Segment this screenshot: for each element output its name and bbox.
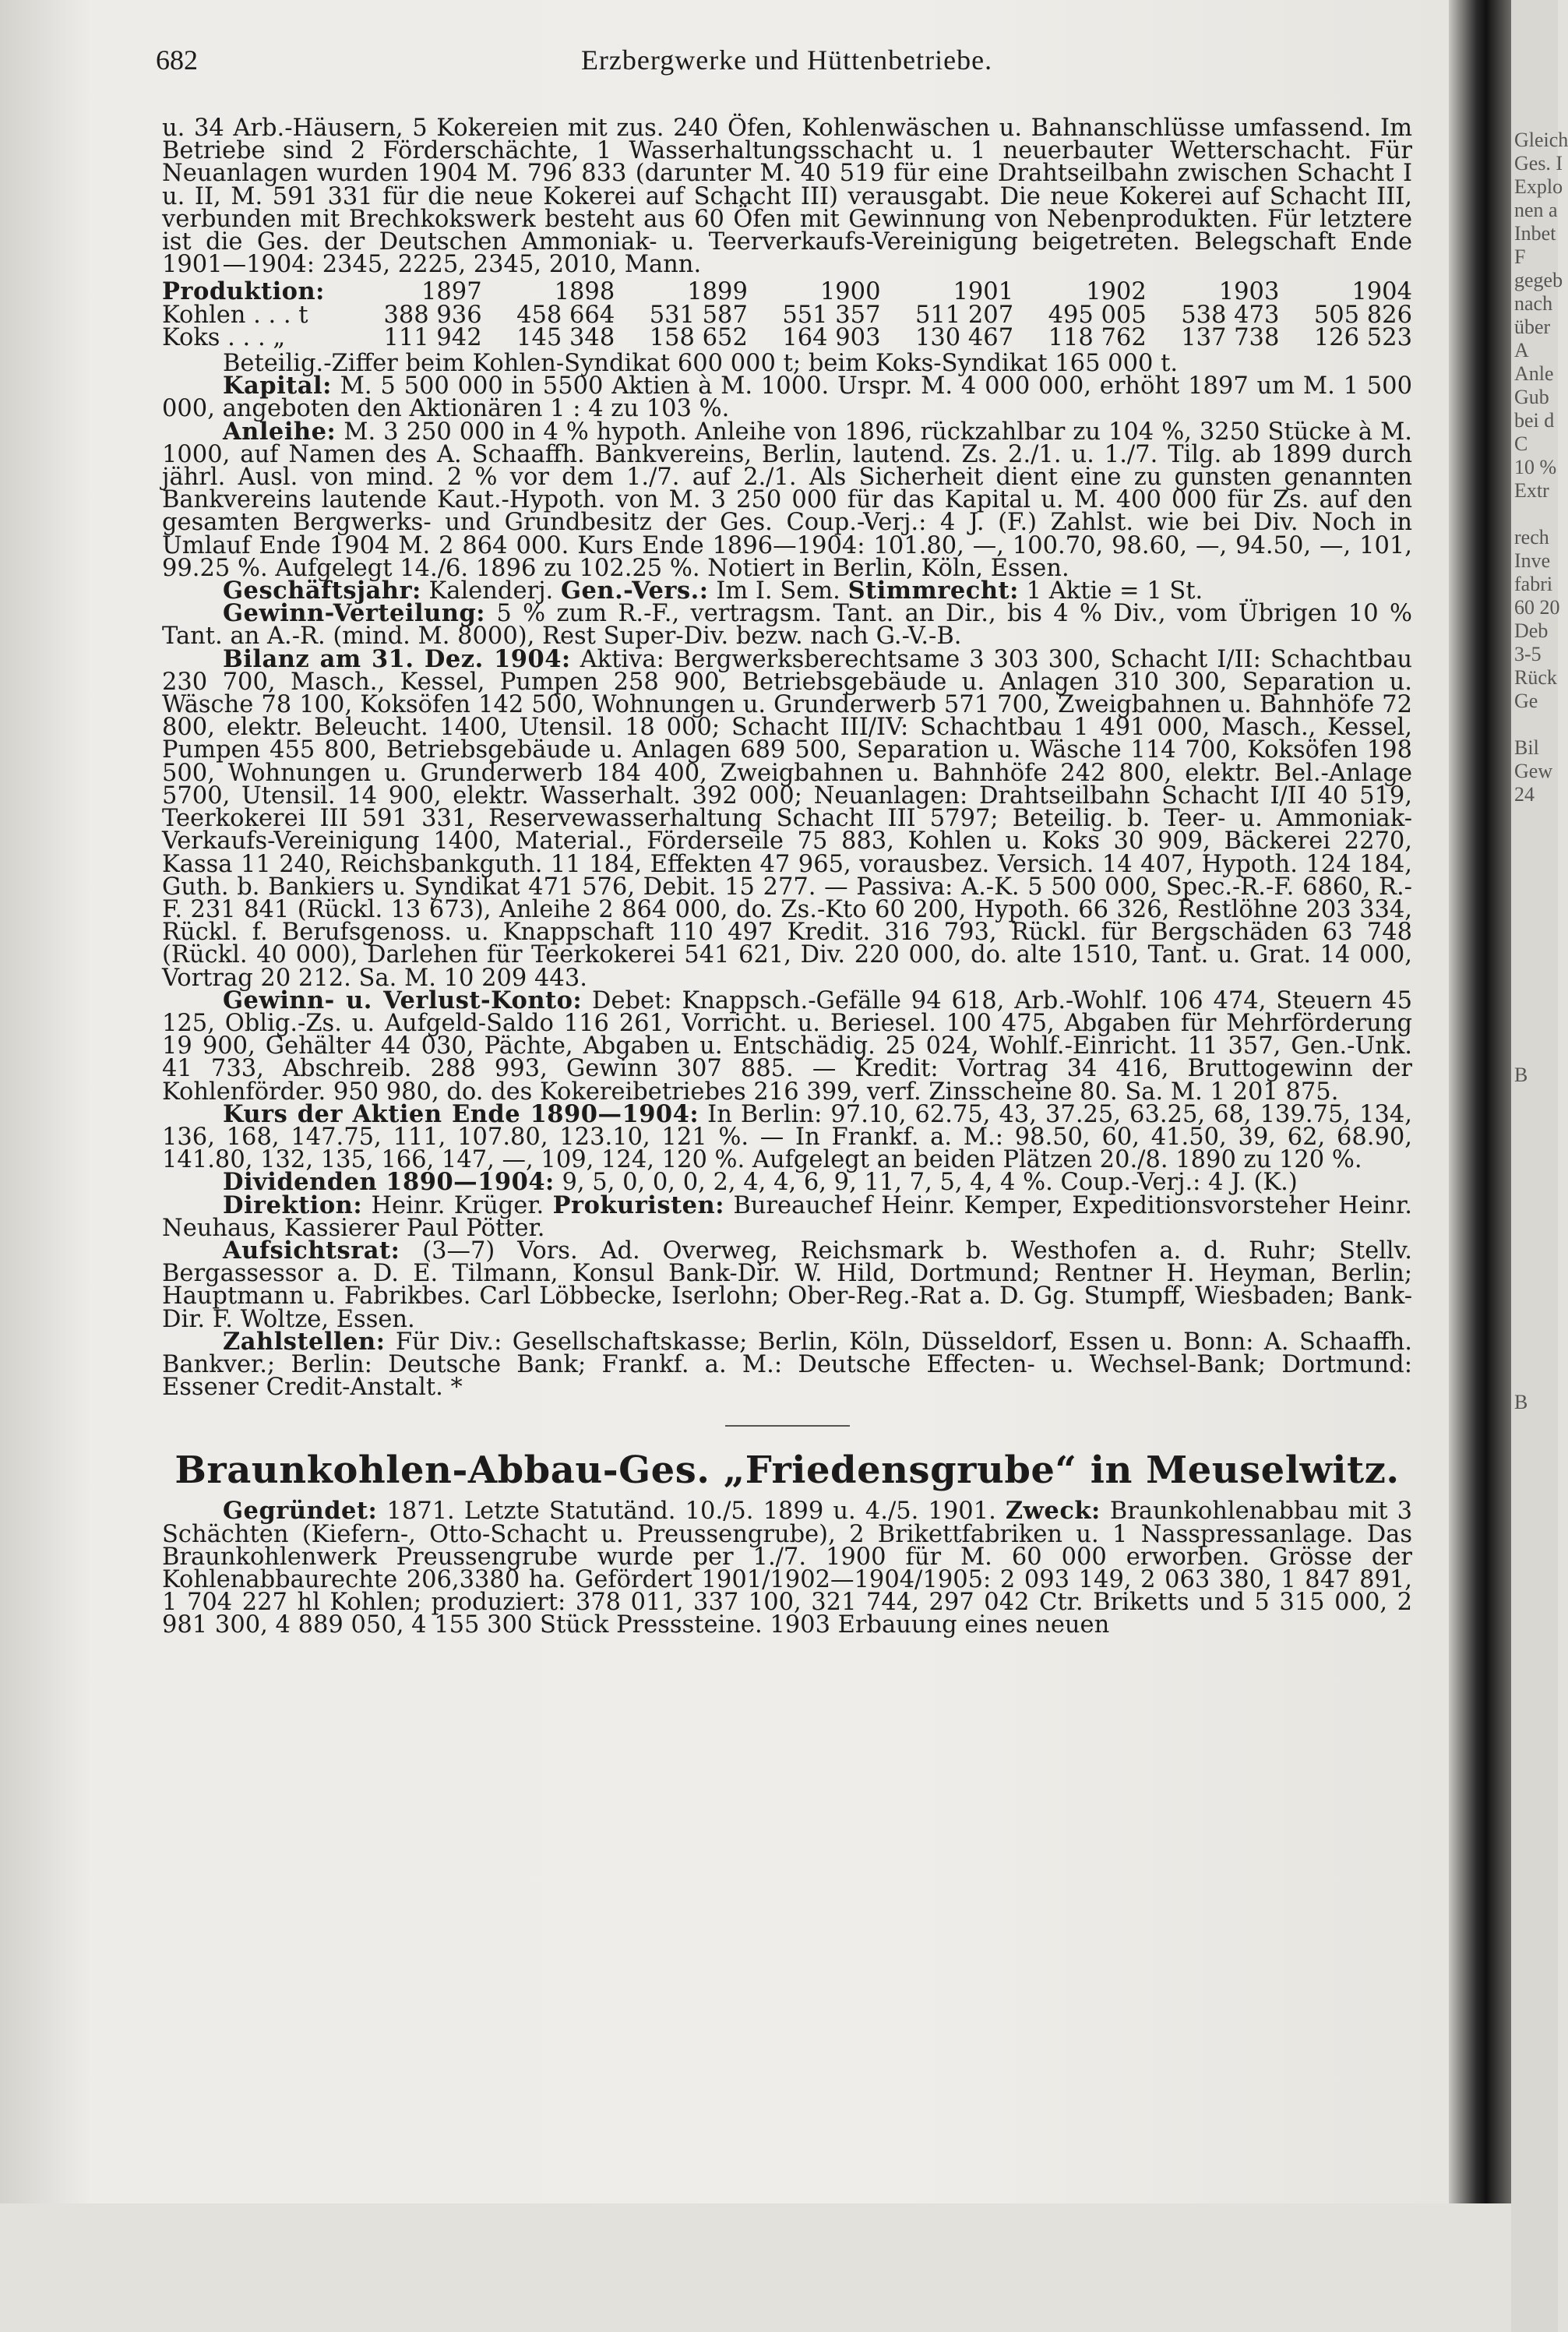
facing-page-fragment: rech xyxy=(1514,526,1549,549)
article-body xyxy=(162,117,1412,1637)
value-cell: 531 587 xyxy=(649,301,748,329)
row-label: Koks . . . „ xyxy=(162,323,286,351)
facing-page-fragment xyxy=(1511,1134,1558,1157)
facing-page-fragment: 24 xyxy=(1514,783,1535,806)
production-header-row xyxy=(162,280,1412,303)
facing-page-fragment: Ge xyxy=(1514,690,1538,712)
direktion-paragraph: Direktion: Heinr. Krüger. Prokuristen: Bureauchef Heinr. Kemper, Expeditionsvorsteher Heinr. Neuhaus, Kassierer Paul Pötter. xyxy=(162,1191,1412,1242)
facing-page-edge xyxy=(1511,0,1568,2332)
row-label: Kohlen . . . t xyxy=(162,301,308,329)
facing-page-fragment: fabri xyxy=(1514,573,1553,595)
bilanz-heading: Bilanz am 31. Dez. 1904: xyxy=(223,644,571,673)
kapital-heading: Kapital: xyxy=(223,372,332,400)
value-cell: 505 826 xyxy=(1313,301,1412,329)
gewinn-verlust-heading: Gewinn- u. Verlust-Konto: xyxy=(223,986,583,1014)
value-cell: 158 652 xyxy=(649,323,748,351)
year-cell: 1902 xyxy=(1086,278,1147,306)
facing-page-fragment: Inve xyxy=(1514,549,1551,572)
gegruendet-heading: Gegründet: xyxy=(223,1497,378,1526)
kurs-heading: Kurs der Aktien Ende 1890—1904: xyxy=(223,1099,699,1128)
facing-page-fragment: nen a xyxy=(1514,199,1558,221)
facing-page-fragment: Rück xyxy=(1514,666,1557,689)
geschaeftsjahr-heading: Geschäftsjahr: xyxy=(223,577,421,605)
value-cell: 458 664 xyxy=(516,301,615,329)
facing-page-fragment xyxy=(1511,1110,1558,1134)
facing-page-fragment xyxy=(1511,1274,1558,1297)
book-gutter xyxy=(1449,0,1511,2203)
facing-page-fragment: Ges. I xyxy=(1514,152,1563,175)
production-row-koks xyxy=(162,326,1412,349)
value-cell: 551 357 xyxy=(782,301,881,329)
facing-page-fragment: 10 % xyxy=(1514,456,1557,478)
year-cell: 1901 xyxy=(953,278,1014,306)
value-cell: 538 473 xyxy=(1181,301,1280,329)
facing-page-fragment: B xyxy=(1514,1391,1528,1413)
facing-page-fragment xyxy=(1511,503,1558,526)
company-title: Braunkohlen-Abbau-Ges. „Friedensgrube“ in Meuselwitz. xyxy=(174,1448,1400,1493)
facing-page-fragment: F xyxy=(1514,245,1526,268)
facing-page-fragment xyxy=(1511,853,1558,877)
production-row-kohlen xyxy=(162,304,1412,326)
value-cell: 145 348 xyxy=(516,323,615,351)
facing-page-fragment xyxy=(1511,947,1558,970)
value-cell: 511 207 xyxy=(914,301,1014,329)
facing-page-fragment xyxy=(1511,900,1558,923)
facing-page-fragment xyxy=(1511,806,1558,830)
zahlstellen-paragraph: Zahlstellen: Für Div.: Gesellschaftskasse; Berlin, Köln, Düsseldorf, Essen u. Bonn: A. Schaaffh. Bankver.; Berlin: Deutsche Bank; Frankf. a. M.: Deutsche Effecten- u. Wechsel-Bank; Dortmund: Essener Credit-Anstalt. * xyxy=(162,1327,1412,1402)
value-cell: 164 903 xyxy=(782,323,881,351)
facing-page-fragment: Anle xyxy=(1514,362,1554,385)
intro-paragraph: u. 34 Arb.-Häusern, 5 Kokereien mit zus. 240 Öfen, Kohlenwäschen u. Bahnanschlüsse umfassend. Im Betriebe sind 2 Förderschächte, 1 Wasserhaltungsschacht u. 1 neuerbauter Wetterschacht. Für Neuanlagen wurden 1904 M. 796 833 (darunter M. 40 519 für eine Drahtseilbahn zwischen Schacht I u. II, M. 591 331 für die neue Kokerei auf Schacht III) verausgabt. Die neue Kokerei auf Schacht III, verbunden mit Brechkokswerk besteht aus 60 Öfen mit Gewinnung von Nebenprodukten. Für letztere ist die Ges. der Deutschen Ammoniak- u. Teerverkaufs-Vereinigung beigetreten. Belegschaft Ende 1901—1904: 2345, 2225, 2345, 2010, Mann. xyxy=(162,115,1412,279)
gen-vers-heading: Gen.-Vers.: xyxy=(560,577,709,605)
facing-page-fragment xyxy=(1511,1227,1558,1251)
facing-page-fragment: 60 20 xyxy=(1514,596,1560,619)
facing-page-fragment xyxy=(1511,1251,1558,1274)
page-number: 682 xyxy=(156,44,198,76)
running-header xyxy=(156,44,1418,81)
gewinn-verteilung-paragraph: Gewinn-Verteilung: 5 % zum R.-F., vertragsm. Tant. an Dir., bis 4 % Div., vom Übrigen 10 % Tant. an A.-R. (mind. M. 8000), Rest Super-Div. bezw. nach G.-V.-B. xyxy=(162,599,1412,651)
facing-page-fragment: Bil xyxy=(1514,736,1539,759)
facing-page-fragment xyxy=(1511,1367,1558,1391)
facing-page-fragment xyxy=(1511,970,1558,993)
facing-page-fragment: Inbet xyxy=(1514,222,1556,245)
facing-page-fragment xyxy=(1511,1017,1558,1040)
facing-page-fragment: Explo xyxy=(1514,175,1563,198)
running-title: Erzbergwerke und Hüttenbetriebe. xyxy=(580,44,993,76)
facing-page-fragment: A xyxy=(1514,339,1529,362)
gewinn-verlust-paragraph: Gewinn- u. Verlust-Konto: Debet: Knappsch.-Gefälle 94 618, Arb.-Wohlf. 106 474, Steuern 45 125, Oblig.-Zs. u. Aufgeld-Saldo 116 261, Vorricht. u. Beriesel. 100 475, Abgaben für Mehrförderung 19 900, Gehälter 44 030, Pächte, Abgaben u. Entschädig. 25 024, Wohlf.-Einricht. 11 357, Gen.-Unk. 41 733, Abschreib. 288 993, Gewinn 307 885. — Kredit: Vortrag 34 416, Bruttogewinn der Kohlenförder. 950 980, do. des Kokereibetriebes 216 399, verf. Zinsscheine 80. Sa. M. 1 201 875. xyxy=(162,986,1412,1106)
facing-page-fragment: Gleich xyxy=(1514,129,1568,151)
facing-page-fragment: Deb xyxy=(1514,619,1549,642)
facing-page-fragment xyxy=(1511,877,1558,900)
value-cell: 126 523 xyxy=(1313,323,1412,351)
beteiligung-paragraph: Beteilig.-Ziffer beim Kohlen-Syndikat 600 000 t; beim Koks-Syndikat 165 000 t. xyxy=(223,350,1179,378)
facing-page-fragment: bei d xyxy=(1514,409,1555,432)
facing-page-fragment xyxy=(1511,1180,1558,1204)
facing-page-fragment xyxy=(1511,1087,1558,1110)
value-cell: 388 936 xyxy=(383,301,482,329)
aufsichtsrat-paragraph: Aufsichtsrat: (3—7) Vors. Ad. Overweg, Reichsmark b. Westhofen a. d. Ruhr; Stellv. Bergassessor a. D. E. Tilmann, Konsul Bank-Dir. W. Hild, Dortmund; Rentner H. Heyman, Berlin; Hauptmann u. Fabrikbes. Carl Löbbecke, Iserlohn; Ober-Reg.-Rat a. D. Gg. Stumpff, Wiesbaden; Bank-Dir. F. Woltze, Essen. xyxy=(162,1236,1412,1333)
value-cell: 495 005 xyxy=(1048,301,1147,329)
facing-page-fragment: Gew xyxy=(1514,760,1553,782)
direktion-heading: Direktion: xyxy=(223,1191,363,1219)
facing-page-fragment: 3-5 xyxy=(1514,643,1542,665)
facing-page-fragment xyxy=(1511,1297,1558,1321)
value-cell: 137 738 xyxy=(1181,323,1280,351)
facing-page-fragment: C xyxy=(1514,432,1528,455)
year-cell: 1898 xyxy=(554,278,615,306)
facing-page-fragment xyxy=(1511,1040,1558,1064)
geschaeftsjahr-paragraph: Geschäftsjahr: Kalenderj. Gen.-Vers.: Im I. Sem. Stimmrecht: 1 Aktie = 1 St. xyxy=(223,577,1203,605)
production-table xyxy=(162,277,1412,351)
dividenden-heading: Dividenden 1890—1904: xyxy=(223,1168,555,1197)
facing-page-fragment xyxy=(1511,923,1558,947)
gegruendet-paragraph: Gegründet: 1871. Letzte Statutänd. 10./5. 1899 u. 4./5. 1901. Zweck: Braunkohlenabbau mit 3 Schächten (Kiefern-, Otto-Schacht u. Preussengrube), 2 Brikettfabriken u. 1 Nasspressanlage. Das Braunkohlenwerk Preussengrube wurde per 1./7. 1900 für M. 60 000 erworben. Grösse der Kohlenabbaurechte 206,3380 ha. Gefördert 1901/1902—1904/1905: 2 093 149, 2 063 380, 1 847 891, 1 704 227 hl Kohlen; produziert: 378 011, 337 100, 321 744, 297 042 Ctr. Briketts und 5 315 000, 2 981 300, 4 889 050, 4 155 300 Stück Presssteine. 1903 Erbauung eines neuen xyxy=(162,1497,1412,1639)
facing-page-fragment: Gub xyxy=(1514,386,1549,408)
facing-page-fragment xyxy=(1511,1344,1558,1367)
facing-page-fragment xyxy=(1511,830,1558,853)
gewinn-verteilung-heading: Gewinn-Verteilung: xyxy=(223,599,486,628)
value-cell: 118 762 xyxy=(1048,323,1147,351)
facing-page-fragment: Extr xyxy=(1514,479,1549,502)
prokuristen-heading: Prokuristen: xyxy=(552,1191,724,1219)
kapital-paragraph: Kapital: M. 5 500 000 in 5500 Aktien à M. 1000. Urspr. M. 4 000 000, erhöht 1897 um M. 1 500 000, angeboten den Aktionären 1 : 4 zu 103 %. xyxy=(162,372,1412,423)
year-cell: 1897 xyxy=(421,278,482,306)
value-cell: 130 467 xyxy=(914,323,1014,351)
section-divider xyxy=(725,1425,850,1427)
production-label: Produktion: xyxy=(162,277,325,306)
kurs-paragraph: Kurs der Aktien Ende 1890—1904: In Berlin: 97.10, 62.75, 43, 37.25, 63.25, 68, 139.75, 134, 136, 168, 147.75, 111, 107.80, 123.10, 121 %. — In Frankf. a. M.: 98.50, 60, 41.50, 39, 62, 68.90, 141.80, 132, 135, 166, 147, —, 109, 124, 120 %. Aufgelegt an beiden Plätzen 20./8. 1890 zu 120 %. xyxy=(162,1099,1412,1174)
dividenden-paragraph: Dividenden 1890—1904: 9, 5, 0, 0, 0, 2, 4, 4, 6, 9, 11, 7, 5, 4, 4 %. Coup.-Verj.: 4 J. (K.) xyxy=(223,1168,1298,1197)
anleihe-heading: Anleihe: xyxy=(223,417,337,446)
facing-page-fragment: gegeb xyxy=(1514,269,1563,291)
facing-page-fragment xyxy=(1511,1321,1558,1344)
facing-page-fragment: B xyxy=(1514,1064,1528,1086)
zweck-heading: Zweck: xyxy=(1005,1497,1101,1526)
facing-page-fragment xyxy=(1511,1157,1558,1180)
year-cell: 1900 xyxy=(819,278,881,306)
value-cell: 111 942 xyxy=(383,323,482,351)
year-cell: 1903 xyxy=(1218,278,1280,306)
aufsichtsrat-heading: Aufsichtsrat: xyxy=(223,1236,400,1265)
zahlstellen-heading: Zahlstellen: xyxy=(223,1327,386,1356)
bilanz-paragraph: Bilanz am 31. Dez. 1904: Aktiva: Bergwerksberechtsame 3 303 300, Schacht I/II: Schachtbau 230 700, Masch., Kessel, Pumpen 258 900, Betriebsgebäude u. Anlagen 310 300, Separation u. Wäsche 78 100, Koksöfen 142 500, Wohnungen u. Grunderwerb 571 700, Zweigbahnen u. Bahnhöfe 72 800, elektr. Beleucht. 1400, Utensil. 18 000; Schacht III/IV: Schachtbau 1 491 000, Masch., Kessel, Pumpen 455 800, Betriebsgebäude u. Anlagen 689 500, Separation u. Wäsche 114 700, Koksöfen 198 500, Wohnungen u. Grunderwerb 184 400, Zweigbahnen u. Bahnhöfe 242 800, elektr. Bel.-Anlage 5700, Utensil. 14 900, elektr. Wasserhalt. 392 000; Neuanlagen: Drahtseilbahn Schacht I/II 40 519, Teerkokerei III 591 331, Reservewasserhaltung Schacht III 5797; Beteilig. b. Teer- u. Ammoniak-Verkaufs-Vereinigung 1400, Material., Förderseile 75 883, Kohlen u. Koks 30 909, Bäckerei 2270, Kassa 11 240, Reichsbankguth. 11 184, Effekten 47 965, vorausbez. Versich. 14 407, Hypoth. 124 184, Guth. b. Bankiers u. Syndikat 471 576, Debit. 15 277. — Passiva: A.-K. 5 500 000, Spec.-R.-F. 6860, R.-F. 231 841 (Rückl. 13 673), Anleihe 2 864 000, do. Zs.-Kto 60 200, Hypoth. 66 326, Restlöhne 203 334, Rückl. f. Berufsgenoss. u. Knappschaft 110 497 Kredit. 316 793, Rückl. für Bergschäden 63 748 (Rückl. 40 000), Darlehen für Teerkokerei 541 621, Div. 220 000, do. alte 1510, Tant. u. Grat. 14 000, Vortrag 20 212. Sa. M. 10 209 443. xyxy=(162,644,1412,992)
year-cell: 1904 xyxy=(1351,278,1412,306)
stimmrecht-heading: Stimmrecht: xyxy=(847,577,1019,605)
facing-page-fragment xyxy=(1511,993,1558,1017)
anleihe-paragraph: Anleihe: M. 3 250 000 in 4 % hypoth. Anleihe von 1896, rückzahlbar zu 104 %, 3250 Stücke à M. 1000, auf Namen des A. Schaaffh. Bankvereins, Berlin, lautend. Zs. 2./1. u. 1./7. Tilg. ab 1899 durch jährl. Ausl. von mind. 2 % vor dem 1./7. auf 2./1. Als Sicherheit dient eine zu gunsten genannten Bankvereins lautende Kaut.-Hypoth. von M. 3 250 000 für das Kapital u. M. 400 000 für Zs. auf den gesamten Bergwerks- und Grundbesitz der Ges. Coup.-Verj.: 4 J. (F.) Zahlst. wie bei Div. Noch in Umlauf Ende 1904 M. 2 864 000. Kurs Ende 1896—1904: 101.80, —, 100.70, 98.60, —, 94.50, —, 101, 99.25 %. Aufgelegt 14./6. 1896 zu 102.25 %. Notiert in Berlin, Köln, Essen. xyxy=(162,417,1412,582)
year-cell: 1899 xyxy=(687,278,748,306)
facing-page-fragment: über xyxy=(1514,316,1551,338)
facing-page-fragment xyxy=(1511,1204,1558,1227)
facing-page-fragment: nach xyxy=(1514,292,1553,315)
facing-page-fragment xyxy=(1511,713,1558,736)
